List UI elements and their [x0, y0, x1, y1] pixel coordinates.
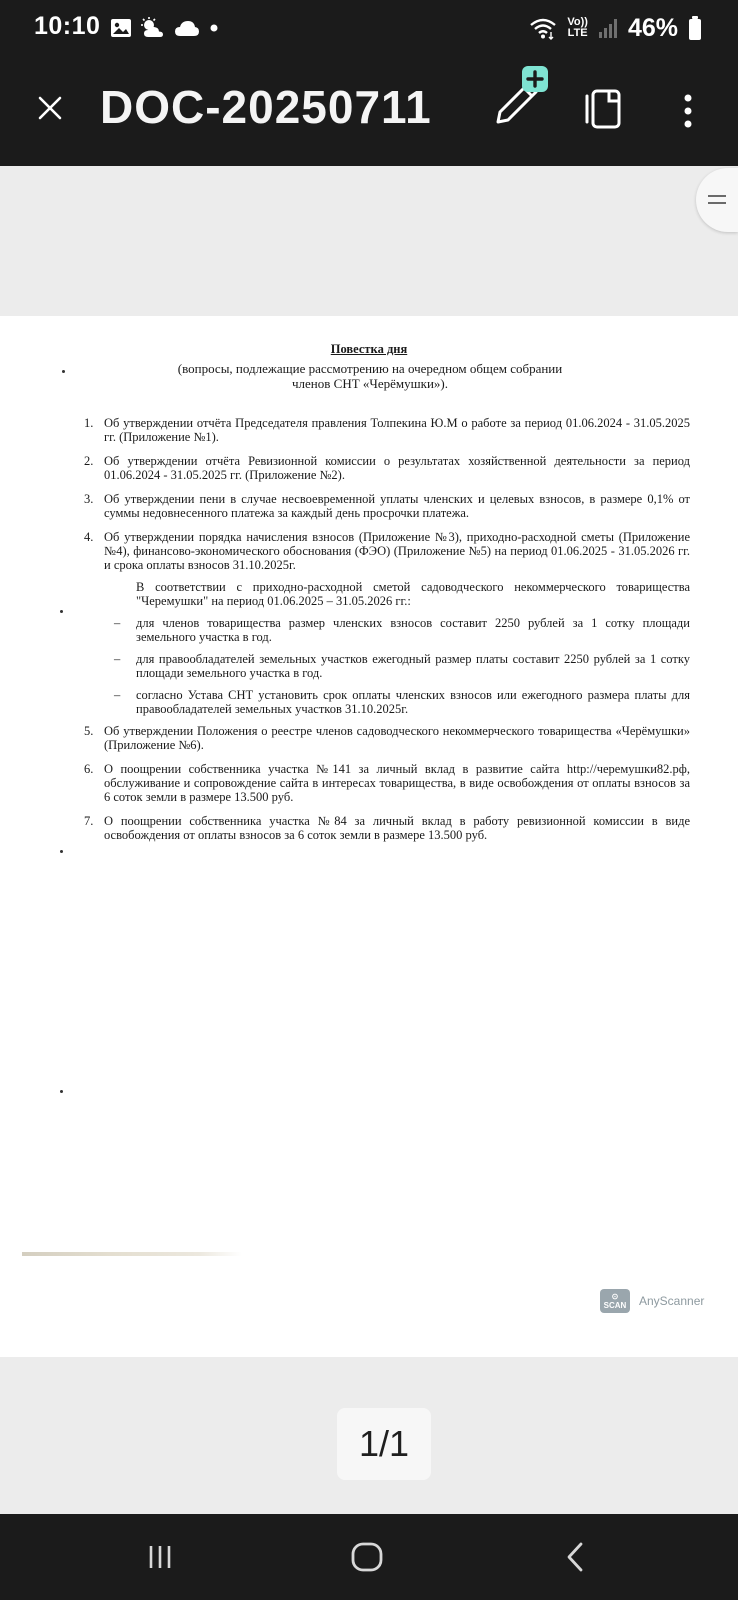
item-text: Об утверждении Положения о реестре членов садоводческого некоммерческого товарищества «Черёмушки» (Приложение №6). [104, 724, 690, 752]
item-number: 4. [84, 530, 94, 544]
anyscanner-watermark [600, 1289, 704, 1313]
edit-add-icon [492, 64, 562, 134]
battery-percent: 46% [627, 13, 678, 42]
weather-icon [140, 17, 166, 39]
bullet-mark: – [114, 616, 121, 630]
lte-indicator [567, 17, 588, 39]
bullet-text: согласно Устава СНТ установить срок оплаты членских взносов или ежегодного размера платы для правообладателей земельных участков 31.10.2025г. [136, 688, 690, 716]
item-text: Об утверждении пени в случае несвоевременной уплаты членских и целевых взносов, в размере 0,1% от суммы недовнесенного платежа за каждый день просрочки платежа. [104, 492, 690, 520]
page-counter: 1/1 [337, 1408, 431, 1480]
bullet-mark: – [114, 652, 121, 666]
item-number: 3. [84, 492, 94, 506]
drag-handle-icon [707, 193, 727, 207]
close-button[interactable] [28, 86, 72, 130]
agenda-title: Повестка дня [330, 342, 408, 356]
navigation-bar [0, 1514, 738, 1600]
bullet-item [114, 688, 690, 716]
more-options-button[interactable] [666, 86, 710, 136]
bullet-item [114, 652, 690, 680]
document-content [0, 316, 738, 1357]
agenda-subtitle-line2: членов СНТ «Черёмушки»). [292, 376, 448, 391]
agenda-item [84, 530, 690, 572]
agenda-items [84, 416, 690, 852]
recent-apps-icon [145, 1543, 175, 1571]
volte-label: Vo)) [567, 16, 588, 28]
close-icon [37, 95, 63, 121]
home-button[interactable] [339, 1532, 395, 1582]
scan-logo-mark: ⊙ [611, 1292, 619, 1301]
back-icon [563, 1541, 587, 1573]
copy-icon [583, 88, 623, 130]
cloud-icon [174, 19, 200, 37]
back-button[interactable] [547, 1532, 603, 1582]
status-time: 10:10 [34, 12, 101, 40]
document-page [0, 316, 738, 1357]
agenda-item [84, 814, 690, 842]
scan-logo-text: SCAN [603, 1301, 627, 1310]
home-icon [350, 1541, 384, 1573]
agenda-item [84, 492, 690, 520]
item-number: 5. [84, 724, 94, 738]
bullet-item [114, 616, 690, 644]
status-notification-icons [110, 14, 220, 42]
item-text: Об утверждении отчёта Ревизионной комиссии о результатах хозяйственной деятельности за период 01.06.2024 - 31.05.2025 гг. (Приложение №2). [104, 454, 690, 482]
agenda-item [84, 762, 690, 804]
wifi-icon [529, 16, 557, 40]
scan-dot [60, 850, 63, 853]
bullet-text: для членов товарищества размер членских взносов составит 2250 рублей за 1 сотку площади земельного участка в год. [136, 616, 690, 644]
watermark-text: AnyScanner [639, 1294, 705, 1308]
recent-apps-button[interactable] [132, 1532, 188, 1582]
status-bar [0, 0, 738, 56]
item-text: О поощрении собственника участка №84 за личный вклад в работу ревизионной комиссии в виде освобождения от оплаты взносов за 6 соток земли в размере 13.500 руб. [104, 814, 690, 842]
scan-logo [600, 1289, 630, 1313]
item-4-note: В соответствии с приходно-расходной сметой садоводческого некоммерческого товарищества "Черемушки" на период 01.06.2025 – 31.05.2026 гг.: [136, 580, 690, 608]
agenda-subtitle-line1: (вопросы, подлежащие рассмотрению на очередном общем собрании [177, 361, 563, 376]
item-text: О поощрении собственника участка №141 за личный вклад в развитие сайта http://черемушки82.рф, обслуживание и сопровождение сайта в интересах товарищества, в виде освобождения от оплаты взносов за 6 соток земли в размере 13.500 руб. [104, 762, 690, 804]
signal-icon [598, 17, 618, 39]
agenda-item [84, 416, 690, 444]
lte-label: LTE [567, 27, 588, 39]
battery-icon [688, 15, 702, 41]
agenda-item [84, 724, 690, 752]
item-number: 7. [84, 814, 94, 828]
item-number: 6. [84, 762, 94, 776]
item-number: 1. [84, 416, 94, 430]
dot-icon [208, 22, 220, 34]
item-text: Об утверждении отчёта Председателя правления Толпекина Ю.М о работе за период 01.06.2024 - 31.05.2025 гг. (Приложение №1). [104, 416, 690, 444]
gallery-icon [110, 18, 132, 38]
scroll-handle[interactable] [696, 168, 738, 232]
document-title: DOC-20250711 [100, 81, 432, 133]
document-viewer[interactable] [0, 166, 738, 1514]
item-text: Об утверждении порядка начисления взносов (Приложение №3), приходно-расходной сметы (Приложение №4), финансово-экономического обоснования (ФЭО) (Приложение №5) на период 01.06.2025 - 31.05.2026 гг. и срока оплаты взносов 31.10.2025г. [104, 530, 690, 572]
copy-button[interactable] [578, 84, 628, 134]
scan-dot [60, 1090, 63, 1093]
bullet-mark: – [114, 688, 121, 702]
edit-button[interactable] [492, 64, 562, 134]
scan-dot [62, 370, 65, 373]
agenda-item [84, 454, 690, 482]
more-vertical-icon [683, 94, 693, 128]
scan-smudge [22, 1252, 242, 1256]
bullet-text: для правообладателей земельных участков ежегодный размер платы составит 2250 рублей за 1 сотку площади земельного участка в год. [136, 652, 690, 680]
agenda-subtitle [120, 361, 620, 391]
status-system-icons [529, 12, 702, 44]
app-bar [0, 56, 738, 166]
item-number: 2. [84, 454, 94, 468]
scan-dot [60, 610, 63, 613]
